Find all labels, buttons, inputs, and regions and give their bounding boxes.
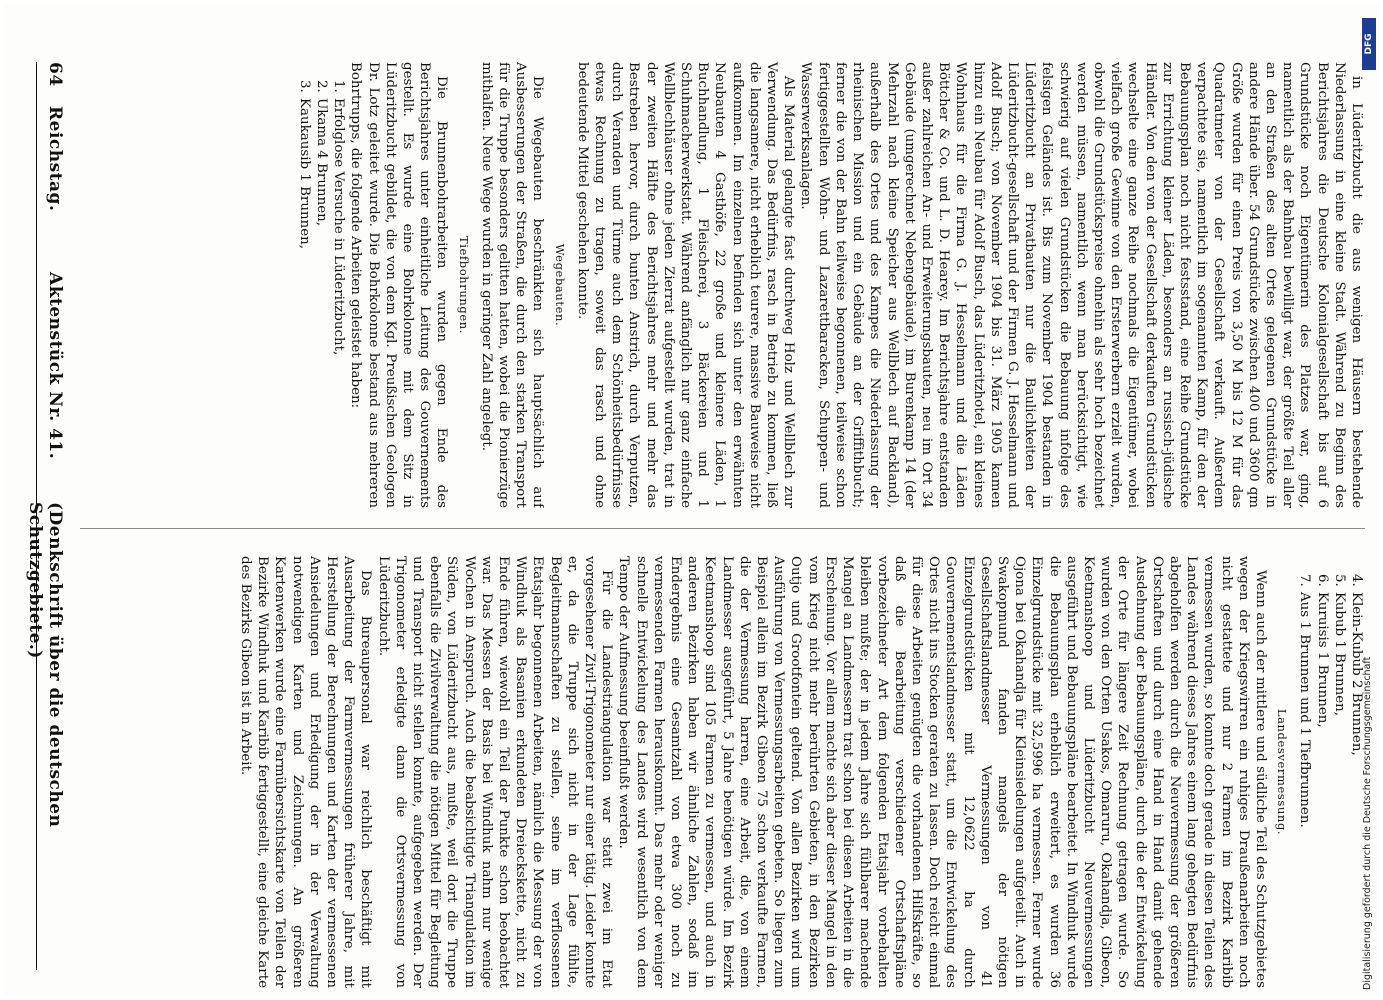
paragraph: in Lüderitzbucht die aus wenigen Häusern bestehende Niederlassung in eine kleine Stadt. Während zu Beginn des Berichtsjahres die Deutsche Kolonialgesellschaft bis auf 6 Grundstücke noch Eigentümerin des Platzes war, ging, namentlich als der Bahnbau bewilligt war, der größte Teil aller an den Straßen des alten Ortes gelegenen Grundstücke in andere Hände über. 54 Grundstücke zwischen 400 und 3600 qm Größe wurden für einen Preis von 3,50 M bis 12 M für das Quadratmeter von der Gesellschaft verkauft. Außerdem verpachtete sie, namentlich im sogenannten Kamp, für den der Bebauungsplan noch nicht festsstand, eine Reihe Grundstücke zur Errichtung kleiner Läden, besonders an russisch-jüdische Händler. Von den von der Gesellschaft derkauften Grundstücken wechselte eine ganze Reihe nochmals die Eigentümer, wobei vielfach große Gewinne von den Ersterwerbern erzielt wurden, obwohl die Grundstückspreise ohnehin als sehr hoch bezeichnet werden müssen, namentlich wenn man berücksichtigt, wie schwierig auf vielen Grundstücken die Bebauung infolge des felsigen Geländes ist. Bis zum November 1904 bestanden in Lüderitzbucht an Privatbauten nur die Baulichkeiten der Lüderitzbucht-gesellschaft und der Firmen G. J. Hesselmann und Adolf Busch; von November 1904 bis 31. März 1905 kamen hinzu ein Neubau für Adolf Busch, das Lüderitzhotel, ein kleines Wohnhaus für die Firma G. J. Hesselmann und die Läden Böttcher & Co. und L. D. Hearey. Im Berichtsjahre entstanden außer zahlreichen An- und Erweiterungsbauten, neu im Ort 34 Gebäude (umgerechnet Nebengebäude), im Burenkamp 14 (der Mehrzahl nach kleine Speicher aus Wellblech auf Backland), außerhalb des Ortes und des Kampes die Niederlassung der rheinischen Mission und ein Gebäude an der Griffithbucht; ferner die von der Bahn teilweise begonnenen, teilweise schon fertiggestellten Wohn- und Lazarettbaracken, Schuppen- und Wasserwerksanlagen. xyxy=(798,62,1364,508)
paragraph: Die Wegebauten beschränkten sich hauptsächlich auf Ausbesserungen der Straßen, die durch den starken Transport für die Truppe besonders gelitten hatten, wobei die Pionierzüge mithalfen. Neue Wege wurden in geringer Zahl angelegt. xyxy=(478,62,546,508)
paragraph: Die Brunnenbohrarbeiten wurden gegen Ende des Berichtsjahres unter einheitliche Leitung des Gouvernements gestellt. Es wurde eine Bohrkolonne mit dem Sitz in Lüderitzbucht gebildet, die von dem Kgl. Preußischen Geologen Dr. Lotz geleitet wurde. Die Bohrkolonne bestand aus mehreren Bohrtrupps, die folgende Arbeiten geleistet haben: xyxy=(348,62,450,508)
list-item: 2.Ukama 4 Brunnen, xyxy=(314,80,330,227)
well-list-continued xyxy=(1296,556,1365,988)
list-item: 6.Kuruisis 1 Brunnen, xyxy=(1314,574,1330,728)
list-item: 7.Aus 1 Brunnen und 1 Tiefbrunnen. xyxy=(1297,574,1313,828)
paragraph: Das Bureaupersonal war reichlich beschäftigt mit Ausarbeitung der Farmvermessungen früherer Jahre, mit Herstellung der Berechnungen und Karten der vermessenen Ansiedelungen und Erledigung der in der Verwaltung notwendigen Karten und Zeichnungen. An größeren Kartenwerken wurde eine Farmübersichtskarte von Teilen der Bezirke Windhuk und Karibib fertiggestellt, eine gleiche Karte des Bezirks Gibeon ist in Arbeit. xyxy=(238,556,374,988)
margin-note xyxy=(1360,10,1380,990)
left-column xyxy=(80,62,1365,508)
column-divider xyxy=(80,528,1365,529)
well-list xyxy=(296,62,348,508)
list-item: 4.Klein-Kubub 2 Brunnen, xyxy=(1349,574,1364,756)
page-number: 64 xyxy=(45,62,65,87)
memo-title: (Denkschrift über die deutschen Schutzgebiete.) xyxy=(25,502,65,828)
list-item: 5.Kubub 1 Brunnen, xyxy=(1331,574,1347,717)
section-heading: Tiefbohrungen. xyxy=(456,235,471,335)
paragraph: Als Material gelangte fast durchweg Holz und Wellblech zur Verwendung. Das Bedürfnis, rasch in Betrieb zu kommen, ließ die langsamere, nicht erheblich teurere, massive Bauweise nicht aufkommen. Im einzelnen befinden sich unter den erwähnten Neubauten 4 Gasthöfe, 22 große und kleinere Läden, 1 Buchhandlung, 1 Fleischerei, 3 Bäckereien und 1 Schuhmacherwerkstatt. Während anfänglich nur ganz einfache Wellblechhäuser ohne jeden Zierrat aufgestellt wurden, trat in der zweiten Hälfte des Berichtsjahres mehr und mehr das Bestreben hervor, durch bunten Anstrich, durch Verputzen, durch Veranden und Türme auch dem Schönheitsbedürfnisse etwas Rechnung zu tragen, soweit das rasch und ohne bedeutende Mittel geschehen konnte. xyxy=(574,62,797,508)
paragraph: Wenn auch der mittlere und südliche Teil des Schutzgebietes wegen der Kriegswirren ein ruhiges Draußenarbeiten noch nicht gestattete und nur 2 Farmen im Bezirk Karibib vermessen wurden, so konnte doch gerade in diesen Teilen des Landes während dieses Jahres einem lang gehegten Bedürfnis abgeholfen werden durch die Neuvermessung der größeren Ortschaften und durch eine Hand in Hand damit gehende Ausdehnung der Bebauungspläne, durch die der Entwickelung der Orte für längere Zeit Rechnung getragen wurde. So wurden von den Orten Usakos, Omaruru, Okahandja, Gibeon, Keetmanshoop und Lüderitzbucht Neuvermessungen ausgeführt und Bebauungspläne bearbeitet. In Windhuk wurde die Bebauungsplan erheblich erweitert, es wurden 36 Einzelgrundstücke mit 32,5996 ha vermessen. Ferner wurde Ojona bei Okahandja für Kleinsiedelungen aufgeteilt. Auch in Swakopmund fanden mangels der nötigen Gesellschaftslandmesser Vermessungen von 41 Einzelgrundstücken mit 12,0622 ha durch Gouvernementslandmesser statt, um die Entwickelung des Ortes nicht ins Stocken geraten zu lassen. Doch reicht einmal für diese Arbeiten genügten die vorhandenen Hilfskräfte, so daß die Bearbeitung verschiedener Ortschaftspläne vorbezeichneter Art dem folgenden Etatsjahr vorbehalten bleiben mußte; der in jedem Jahre sich fühlbarer machende Mangel an Landmessern trat schon bei diesen Arbeiten in die Erscheinung. Vor allem machte sich aber dieser Mangel in den vom Krieg nicht mehr berührten Gebieten, in den Bezirken Outjo und Grootfontein geltend. Von allen Bezirken wird um Ausführung von Vermessungsarbeiten gebeten. So liegen zum Beispiel allein im Bezirk Gibeon 75 schon verkaufte Farmen, die der Vermessung harren, eine Arbeit, die, von einem Landmesser ausgeführt, 5 Jahre benötigen würde. Im Bezirk Keetmanshoop sind 105 Farmen zu vermessen, und auch in anderen Bezirken haben wir ähnliche Zahlen, sodaß im Endergebnis eine Gesamtzahl von etwa 300 noch zu vermessenden Farmen herauskommt. Das mehr oder weniger schnelle Entwickelung des Landes wird wesentlich von dem Tempo der Aufmessung beeinflußt werden. xyxy=(616,556,1268,988)
running-head: Reichstag. xyxy=(45,106,65,212)
section-heading: Landesvermessung. xyxy=(1275,708,1290,836)
page-header xyxy=(25,62,65,970)
right-column xyxy=(80,556,1365,988)
section-heading: Wegebauten. xyxy=(552,243,567,327)
list-item: 3.Kaukausib 1 Brunnen, xyxy=(296,80,312,250)
dfg-logo: DFG xyxy=(1362,18,1376,70)
paragraph: Für die Landestriangulation war statt zwei im Etat vorgesehener Zivil-Trigonometer nur einer tätig. Leider konnte er, da die Truppe sich nicht in der Lage fühlte, Begleitmannschaften zu stellen, seine im verflossenen Etatsjahr begonnenen Arbeiten, nämlich die Messung der von Windhuk als Basanien erkundeten Dreieckskette, nicht zu Ende führen, wiewohl ein Teil der Punkte schon beobachtet war. Das Messen der Basis bei Windhuk nahm nur wenige Wochen in Anspruch. Auch die beabsichtigte Triangulation im Süden, von Lüderitzbucht aus, mußte, weil dort die Truppe ebenfalls die Zivilverwaltung die nötigen Mittel für Begleitung und Transport nicht stellen konnte, aufgegeben werden. Der Trigonometer erledigte dann die Ortsvermessung von Lüderitzbucht. xyxy=(375,556,615,988)
digitization-note: Digitalisierung gefördert durch die Deutsche Forschungsgemeinschaft xyxy=(1362,656,1373,990)
list-item: 1.Erfolglose Versuche in Lüderitzbucht, xyxy=(331,80,347,356)
document-number: Aktenstück Nr. 41. xyxy=(45,272,65,460)
